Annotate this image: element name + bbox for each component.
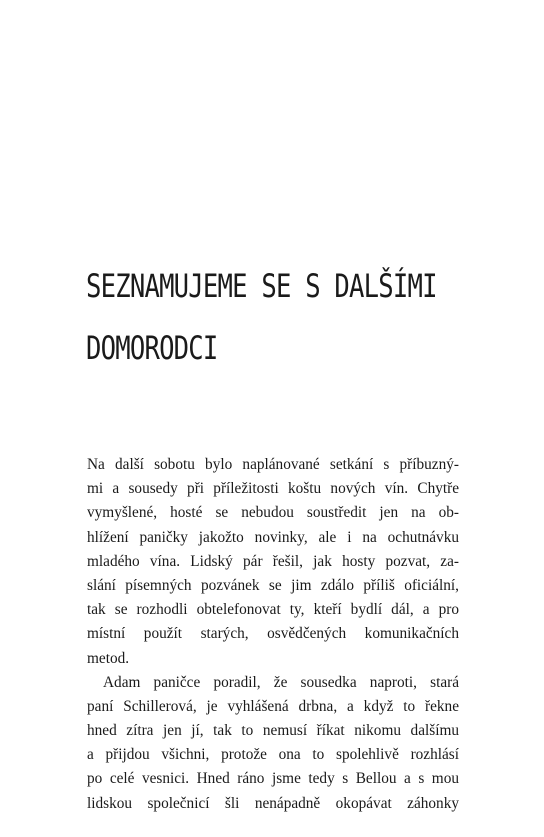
text-line: tak se rozhodli obtelefonovat ty, kteří bydlí dál, a pro [87,601,459,619]
text-line: lidskou společnicí šli nenápadně okopávat záhonky [87,794,459,812]
paragraph-1 [87,453,459,671]
text-line: paní Schillerová, je vyhlášená drbna, a když to řekne [87,697,459,715]
paragraph-2 [87,671,459,816]
text-line: Na další sobotu bylo naplánované setkání s příbuzný- [87,456,459,473]
text-line: mi a sousedy při příležitosti koštu nových vín. Chytře [87,480,459,498]
text-line: metod. [87,649,130,667]
text-line: Adam paničce poradil, že sousedka naproti, stará [103,673,459,691]
text-line: hned zítra jen jí, tak to nemusí říkat nikomu dalšímu [87,722,459,740]
chapter-title-line-2: DOMORODCI [86,329,218,367]
body-text [87,453,459,816]
text-line: slání písemných pozvánek se jim zdálo příliš oficiální, [87,576,459,594]
text-line: mladého vína. Lidský pár řešil, jak hosty pozvat, za- [87,552,459,570]
text-line: a přijdou všichni, protože ona to spolehlivě rozhlásí [87,746,459,764]
text-line: hlížení paničky jakožto novinky, ale i na ochutnávku [87,528,459,546]
text-line: po celé vesnici. Hned ráno jsme tedy s Bellou a s mou [87,770,459,788]
text-line: vymyšlené, hosté se nebudou soustředit jen na ob- [87,504,459,522]
chapter-title-line-1: SEZNAMUJEME SE S DALŠÍMI [86,267,437,305]
chapter-title [86,255,437,379]
text-line: místní použít starých, osvědčených komunikačních [87,625,459,643]
